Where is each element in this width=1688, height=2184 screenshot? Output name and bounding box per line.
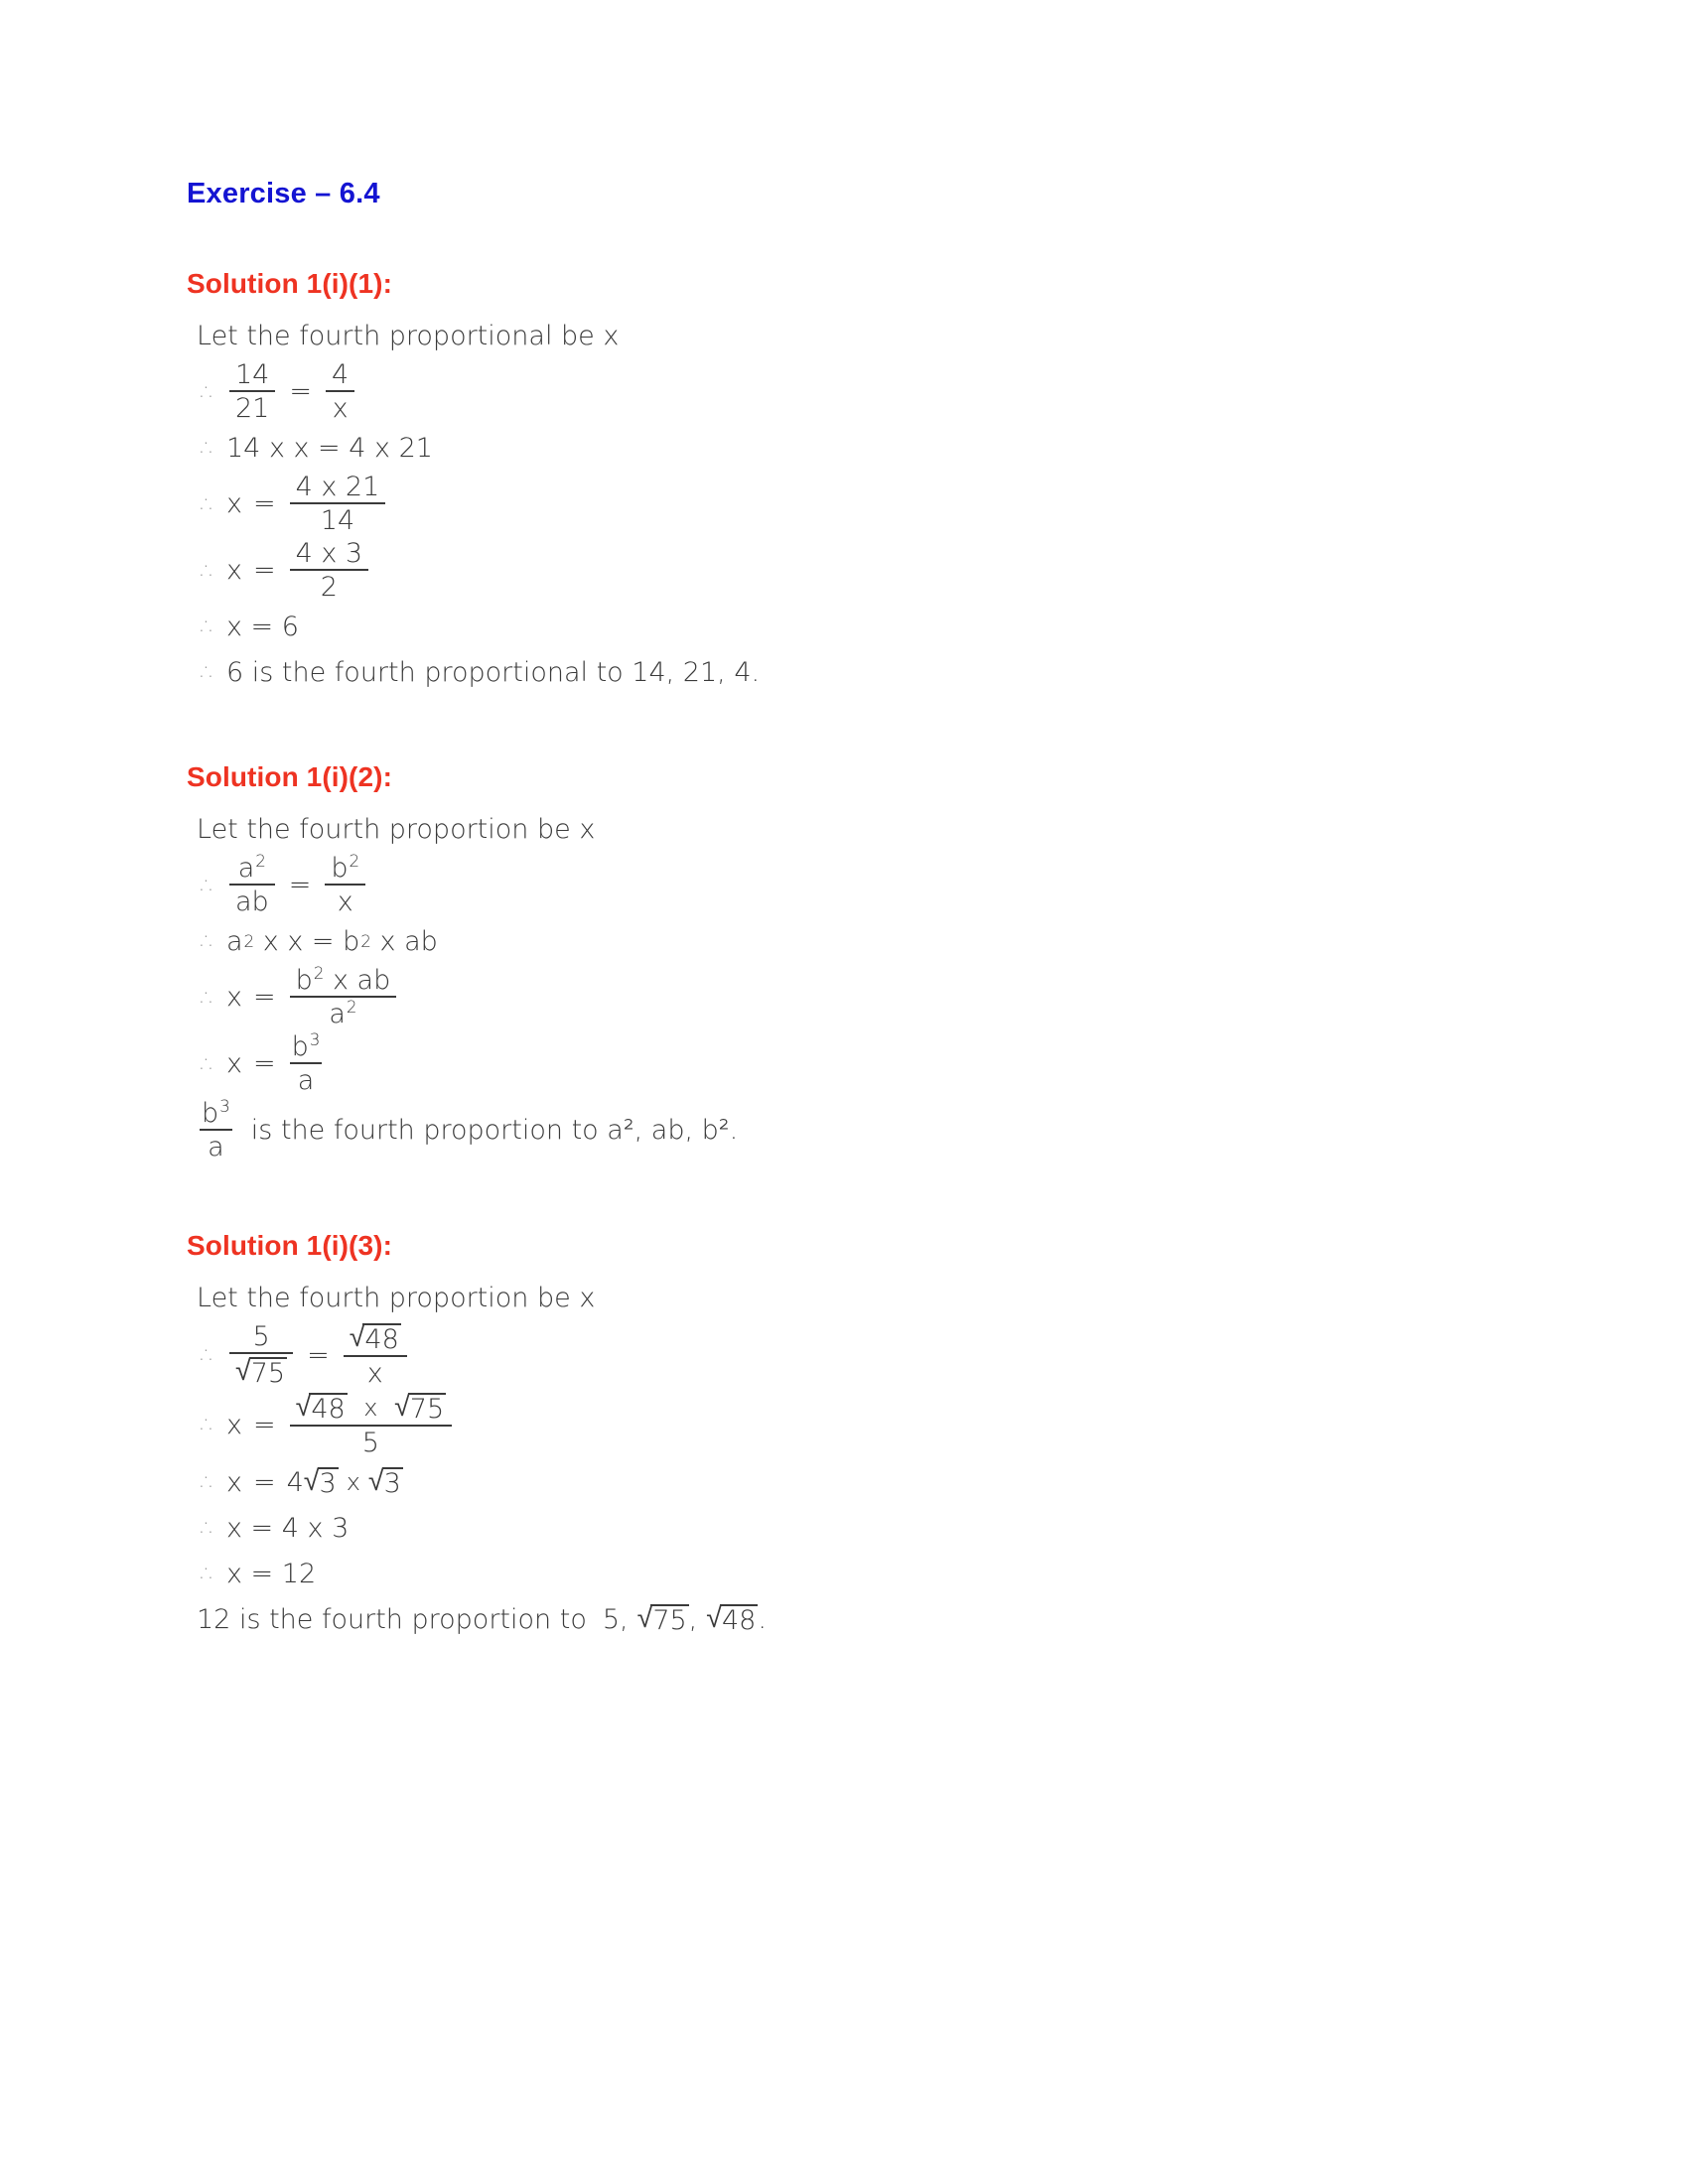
exponent: 2: [346, 997, 357, 1018]
term-a: a: [226, 925, 243, 957]
radicand: 3: [319, 1468, 337, 1500]
exponent: 2: [313, 963, 325, 984]
solution-2-intro-line: [197, 809, 1517, 849]
fraction-result: [290, 538, 369, 604]
numerator: 5: [252, 1321, 270, 1353]
denominator: [290, 996, 397, 1030]
comma-separator: ,: [688, 1603, 698, 1635]
equals-sign: =: [252, 982, 276, 1014]
document-content: [187, 179, 1517, 1645]
radicand: 75: [652, 1605, 687, 1637]
denominator: ab: [229, 884, 275, 915]
base: b: [331, 853, 349, 885]
solution-1-step-1: [197, 359, 1517, 425]
solution-1-conclusion: [197, 652, 1517, 692]
page-title: Exercise – 6.4: [187, 178, 380, 209]
exponent: 2: [349, 851, 360, 872]
sqrt-icon: [235, 1353, 287, 1390]
solution-1-step-2: [197, 428, 1517, 468]
therefore-icon: ∴: [201, 927, 216, 956]
radicand: 48: [311, 1394, 346, 1426]
solution-3-conclusion: [197, 1599, 1517, 1639]
coefficient: 4: [286, 1466, 304, 1498]
numerator: [325, 851, 365, 885]
radicand: 3: [383, 1468, 401, 1500]
solution-section-3: [187, 1230, 1517, 1639]
base: a: [329, 999, 346, 1030]
denominator: x: [344, 1355, 407, 1387]
fraction-14-over-21: [229, 359, 275, 425]
numerator: 4 x 3: [295, 538, 363, 570]
radical-sign: √: [235, 1353, 251, 1388]
exponent: 2: [255, 851, 266, 872]
numerator: [344, 1319, 407, 1356]
conclusion-text: is the fourth proportion to a², ab, b².: [250, 1115, 739, 1147]
solution-1-step-4: [197, 538, 1517, 604]
radicand: 48: [721, 1605, 757, 1637]
solution-body-1: [197, 316, 1517, 692]
solution-2-step-2: ∴ a 2 x x = b 2 x ab: [197, 921, 1517, 961]
therefore-icon: ∴: [201, 613, 216, 641]
fraction-bsq-over-x: [325, 851, 365, 918]
therefore-icon: ∴: [201, 556, 216, 585]
numerator: [290, 1029, 323, 1063]
numerator: 4: [331, 359, 350, 391]
radical-sign: √: [349, 1319, 365, 1354]
sqrt-icon: [295, 1389, 348, 1426]
period: .: [758, 1603, 767, 1635]
multiply-sign: x: [363, 1393, 378, 1422]
base: b: [295, 965, 313, 997]
fraction-sqrt48-over-x: [344, 1319, 407, 1390]
solution-3-step-4: [197, 1508, 1517, 1548]
therefore-icon: ∴: [201, 1514, 216, 1543]
solution-heading-3: Solution 1(i)(3):: [187, 1230, 392, 1262]
denominator: 14: [290, 502, 386, 534]
solution-2-step-3: [197, 963, 1517, 1030]
exponent: 3: [309, 1029, 321, 1050]
equation-text: x = 4 x 3: [226, 1512, 350, 1544]
solution-body-3: [197, 1278, 1517, 1639]
fraction-asq-over-ab: [229, 851, 275, 918]
radical-sign: √: [706, 1600, 722, 1635]
therefore-icon: ∴: [201, 1049, 216, 1078]
solution-body-2: [197, 809, 1517, 1163]
equation-text: x = 6: [226, 611, 299, 642]
sqrt-icon: [303, 1463, 339, 1500]
therefore-icon: ∴: [201, 1560, 216, 1588]
therefore-icon: ∴: [201, 658, 216, 687]
therefore-icon: ∴: [201, 377, 216, 406]
denominator: 5: [290, 1425, 453, 1456]
radical-sign: √: [295, 1389, 312, 1424]
numerator: [200, 1096, 232, 1130]
radical-sign: √: [394, 1389, 410, 1424]
solution-1-intro-text: Let the fourth proportional be x: [197, 320, 620, 351]
solution-heading-2: Solution 1(i)(2):: [187, 761, 392, 793]
equals-sign: =: [307, 1339, 330, 1371]
fraction-5-over-sqrt75: [229, 1321, 293, 1390]
fraction-4-over-x: [326, 359, 354, 425]
solution-3-step-2: [197, 1389, 1517, 1459]
numerator: 14: [235, 359, 270, 391]
solution-3-intro-line: [197, 1278, 1517, 1317]
denominator: a: [290, 1062, 323, 1094]
solution-2-step-4: [197, 1029, 1517, 1097]
lhs-variable: x: [226, 1466, 242, 1498]
radicand: 48: [364, 1324, 399, 1356]
value-5: 5,: [602, 1603, 629, 1635]
base: b: [202, 1098, 219, 1130]
sqrt-icon: [367, 1463, 403, 1500]
solution-section-1: [187, 268, 1517, 692]
denominator: x: [325, 884, 365, 915]
equals-sign: =: [252, 555, 276, 587]
fraction-bcube-over-a-conclusion: [200, 1096, 232, 1163]
denominator: x: [326, 390, 354, 422]
base: b: [291, 1031, 309, 1063]
lhs-variable: x: [226, 982, 242, 1014]
solution-3-step-5: [197, 1554, 1517, 1593]
equals-sign: =: [252, 1409, 276, 1440]
radical-sign: √: [636, 1600, 653, 1635]
solution-1-intro-line: [197, 316, 1517, 355]
sqrt-icon: [706, 1600, 758, 1637]
therefore-icon: ∴: [201, 1411, 216, 1439]
lhs-variable: x: [226, 488, 242, 520]
fraction-result: [290, 472, 386, 537]
numerator: 4 x 21: [295, 472, 380, 503]
sqrt-icon: [394, 1389, 446, 1426]
solution-2-conclusion: [197, 1096, 1517, 1163]
equals-sign: =: [252, 488, 276, 520]
solution-3-step-1: [197, 1319, 1517, 1390]
numerator: [290, 963, 397, 997]
lhs-variable: x: [226, 1409, 242, 1440]
therefore-icon: ∴: [201, 489, 216, 518]
equation-text: 14 x x = 4 x 21: [226, 432, 433, 464]
equals-sign: =: [252, 1466, 276, 1498]
denominator: 2: [290, 569, 369, 601]
therefore-icon: ∴: [201, 1341, 216, 1370]
lhs-variable: x: [226, 1048, 242, 1080]
fraction-bcube-over-a: [290, 1029, 323, 1097]
operator-end: x ab: [370, 925, 438, 957]
solution-heading-1: Solution 1(i)(1):: [187, 267, 392, 299]
base: a: [237, 853, 255, 885]
numerator-rest: x ab: [333, 965, 391, 997]
solution-1-step-5: [197, 607, 1517, 646]
conclusion-text: 6 is the fourth proportional to 14, 21, 4.: [226, 656, 761, 688]
term-b: b: [343, 925, 360, 957]
numerator: [290, 1389, 453, 1426]
solution-1-step-3: [197, 472, 1517, 537]
equation-text: x = 12: [226, 1558, 317, 1589]
solution-3-intro-text: Let the fourth proportion be x: [197, 1282, 596, 1313]
solution-2-intro-text: Let the fourth proportion be x: [197, 813, 596, 845]
solution-3-step-3: [197, 1462, 1517, 1502]
numerator: [232, 851, 272, 885]
therefore-icon: ∴: [201, 871, 216, 899]
equals-sign: =: [288, 870, 312, 901]
therefore-icon: ∴: [201, 983, 216, 1012]
fraction-result: [290, 963, 397, 1030]
therefore-icon: ∴: [201, 434, 216, 463]
multiply-sign: x: [346, 1468, 360, 1497]
denominator: [229, 1352, 293, 1390]
therefore-icon: ∴: [201, 1468, 216, 1497]
exponent: 3: [219, 1096, 230, 1117]
denominator: 21: [229, 390, 275, 422]
solution-2-step-1: [197, 851, 1517, 918]
denominator: a: [200, 1129, 232, 1160]
conclusion-prefix: 12 is the fourth proportion to: [197, 1603, 587, 1635]
operator-middle: x x =: [254, 925, 344, 957]
solution-section-2: [187, 761, 1517, 1163]
sqrt-icon: [349, 1319, 401, 1356]
radical-sign: √: [303, 1463, 320, 1498]
lhs-variable: x: [226, 555, 242, 587]
equals-sign: =: [252, 1048, 276, 1080]
fraction-result: [290, 1389, 453, 1459]
radicand: 75: [409, 1394, 445, 1426]
equals-sign: =: [289, 376, 312, 408]
radical-sign: √: [367, 1463, 384, 1498]
sqrt-icon: [636, 1600, 689, 1637]
radicand: 75: [250, 1358, 286, 1390]
